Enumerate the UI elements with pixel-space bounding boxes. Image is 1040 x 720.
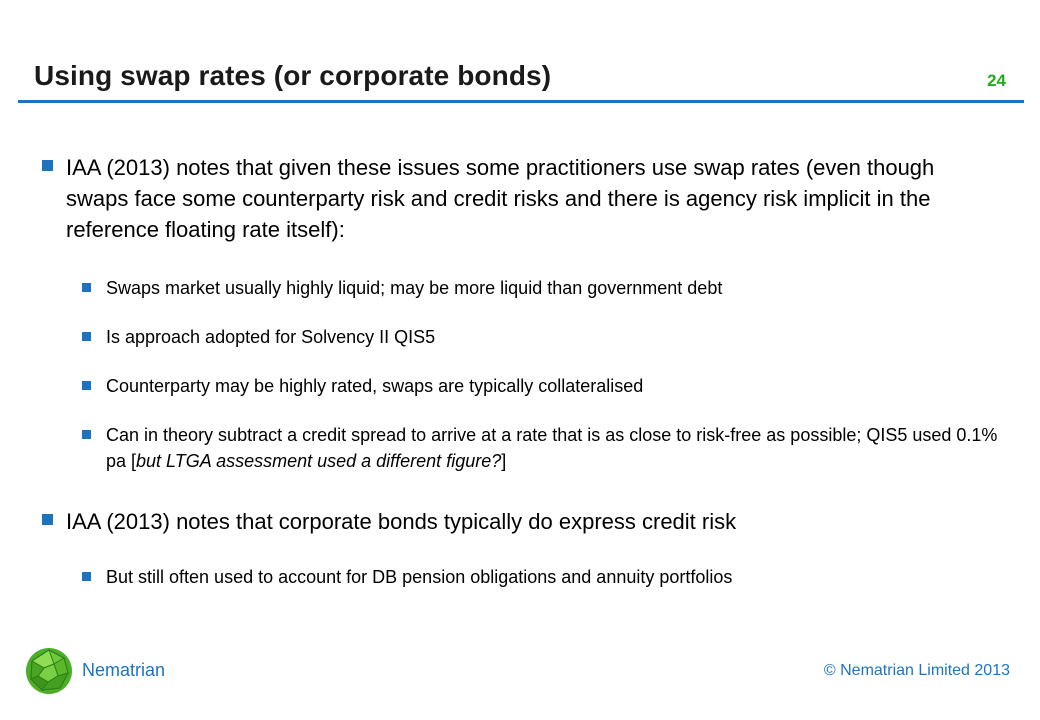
sub-bullet-text: Is approach adopted for Solvency II QIS5 [106, 327, 436, 347]
nematrian-logo-icon [24, 646, 74, 696]
sub-bullet-text-end: ] [501, 451, 507, 471]
footer-copyright: © Nematrian Limited 2013 [823, 662, 1010, 679]
footer-brand: Nematrian [82, 660, 166, 680]
bullet-text: IAA (2013) notes that corporate bonds typically do express credit risk [66, 509, 737, 534]
square-bullet-icon [82, 283, 91, 292]
sub-bullet-text-plain: Can in theory subtract a credit spread to arrive at a rate that is as close to risk-free as possible; QIS5 used 0.1% pa [ [106, 425, 998, 471]
sub-bullet-text: Swaps market usually highly liquid; may be more liquid than government debt [106, 278, 723, 298]
sub-bullet-text-italic: but LTGA assessment used a different figure? [136, 451, 502, 471]
square-bullet-icon [82, 572, 91, 581]
square-bullet-icon [82, 381, 91, 390]
sub-bullet-text: Counterparty may be highly rated, swaps are typically collateralised [106, 376, 644, 396]
bullet-text: IAA (2013) notes that given these issues some practitioners use swap rates (even though swaps face some counterparty risk and credit risks and there is agency risk implicit in the reference floating rate itself): [66, 155, 935, 242]
slide-number: 24 [987, 71, 1006, 90]
sub-bullet-text [106, 422, 1006, 474]
square-bullet-icon [42, 160, 53, 171]
square-bullet-icon [42, 514, 53, 525]
sub-bullet-text: But still often used to account for DB pension obligations and annuity portfolios [106, 567, 733, 587]
slide-title: Using swap rates (or corporate bonds) [34, 60, 552, 91]
square-bullet-icon [82, 332, 91, 341]
square-bullet-icon [82, 430, 91, 439]
